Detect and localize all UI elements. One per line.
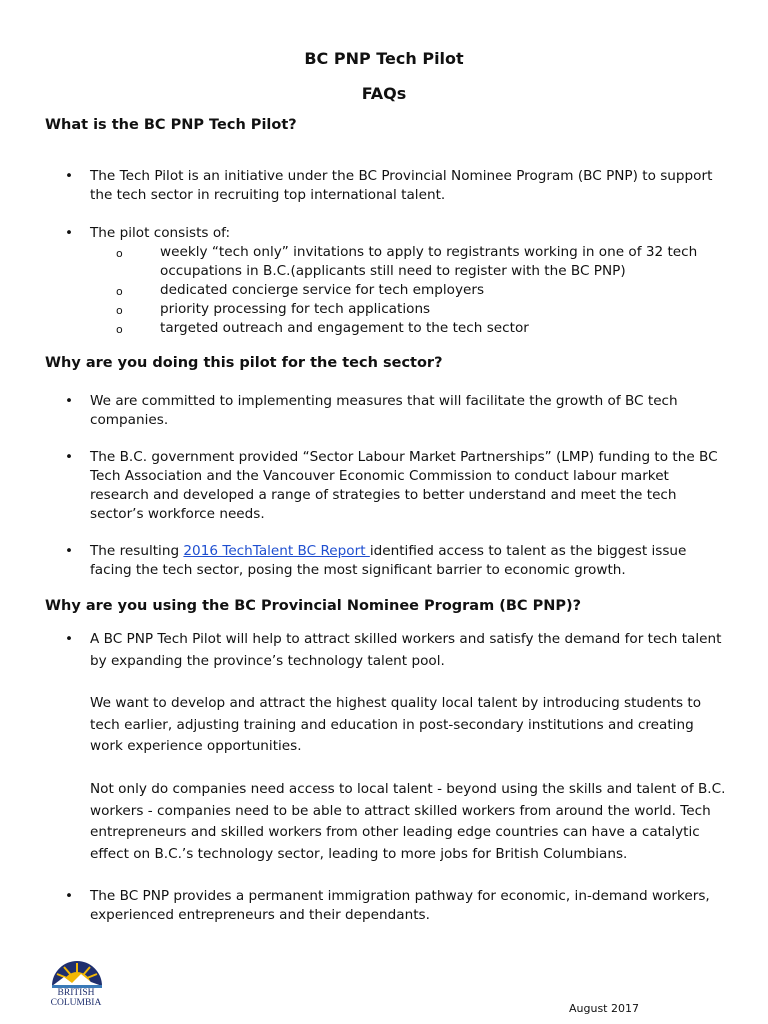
question-heading: What is the BC PNP Tech Pilot? xyxy=(45,117,297,133)
answer-list xyxy=(64,629,724,672)
bc-logo-wordmark xyxy=(44,988,108,1008)
answer-paragraph: We want to develop and attract the highest quality local talent by introducing students to tech earlier, adjusting training and education in post-secondary institutions and creating work experience opportunities. xyxy=(90,695,702,754)
bullet-text: The resulting xyxy=(90,543,184,559)
sub-list xyxy=(90,243,714,338)
answer-list xyxy=(64,448,724,524)
answer-bullet: • The BC PNP provides a permanent immigration pathway for economic, in-demand workers, experienced entrepreneurs and their dependants. xyxy=(64,887,714,925)
answer-paragraph: Not only do companies need access to local talent - beyond using the skills and talent of B.C. workers - companies need to be able to attract skilled workers from around the world. Tech entrepreneurs and skilled workers from other leading edge countries can have a catalytic effect on B.C.’s technology sector, leading to more jobs for British Columbians. xyxy=(90,781,726,862)
document-title: BC PNP Tech Pilot xyxy=(304,49,464,68)
answer-list xyxy=(64,887,714,925)
sub-item: o weekly “tech only” invitations to apply to registrants working in one of 32 tech occupations in B.C.(applicants still need to register with the BC PNP) xyxy=(90,243,714,281)
answer-list xyxy=(64,392,704,430)
answer-list xyxy=(64,542,729,580)
techtalent-report-link[interactable]: 2016 TechTalent BC Report xyxy=(183,543,370,559)
sub-item: o dedicated concierge service for tech employers xyxy=(90,281,714,300)
answer-bullet xyxy=(64,224,714,338)
question-heading: Why are you doing this pilot for the tech sector? xyxy=(45,355,443,371)
answer-bullet: • The Tech Pilot is an initiative under the BC Provincial Nominee Program (BC PNP) to support the tech sector in recruiting top international talent. xyxy=(64,167,714,205)
sub-item: o targeted outreach and engagement to the tech sector xyxy=(90,319,714,338)
question-heading: Why are you using the BC Provincial Nominee Program (BC PNP)? xyxy=(45,598,582,614)
answer-bullet: • We are committed to implementing measures that will facilitate the growth of BC tech companies. xyxy=(64,392,704,430)
bullet-text: identified access to talent as the biggest issue facing the tech sector, posing the most significant barrier to economic growth. xyxy=(90,543,687,578)
sub-item: o priority processing for tech applications xyxy=(90,300,714,319)
logo-line: COLUMBIA xyxy=(50,998,102,1008)
answer-bullet xyxy=(64,542,729,580)
document-subtitle: FAQs xyxy=(361,84,407,103)
answer-bullet: • The B.C. government provided “Sector Labour Market Partnerships” (LMP) funding to the BC Tech Association and the Vancouver Economic Commission to conduct labour market research and developed a range of strategies to better understand and meet the tech sector’s workforce needs. xyxy=(64,448,724,524)
answer-list xyxy=(64,167,714,205)
answer-list xyxy=(64,224,714,338)
footer-date: August 2017 xyxy=(569,1002,639,1015)
answer-bullet-text: The pilot consists of: xyxy=(90,225,231,241)
logo-line: BRITISH xyxy=(57,988,95,998)
answer-bullet: • A BC PNP Tech Pilot will help to attract skilled workers and satisfy the demand for tech talent by expanding the province’s technology talent pool. xyxy=(64,629,724,672)
